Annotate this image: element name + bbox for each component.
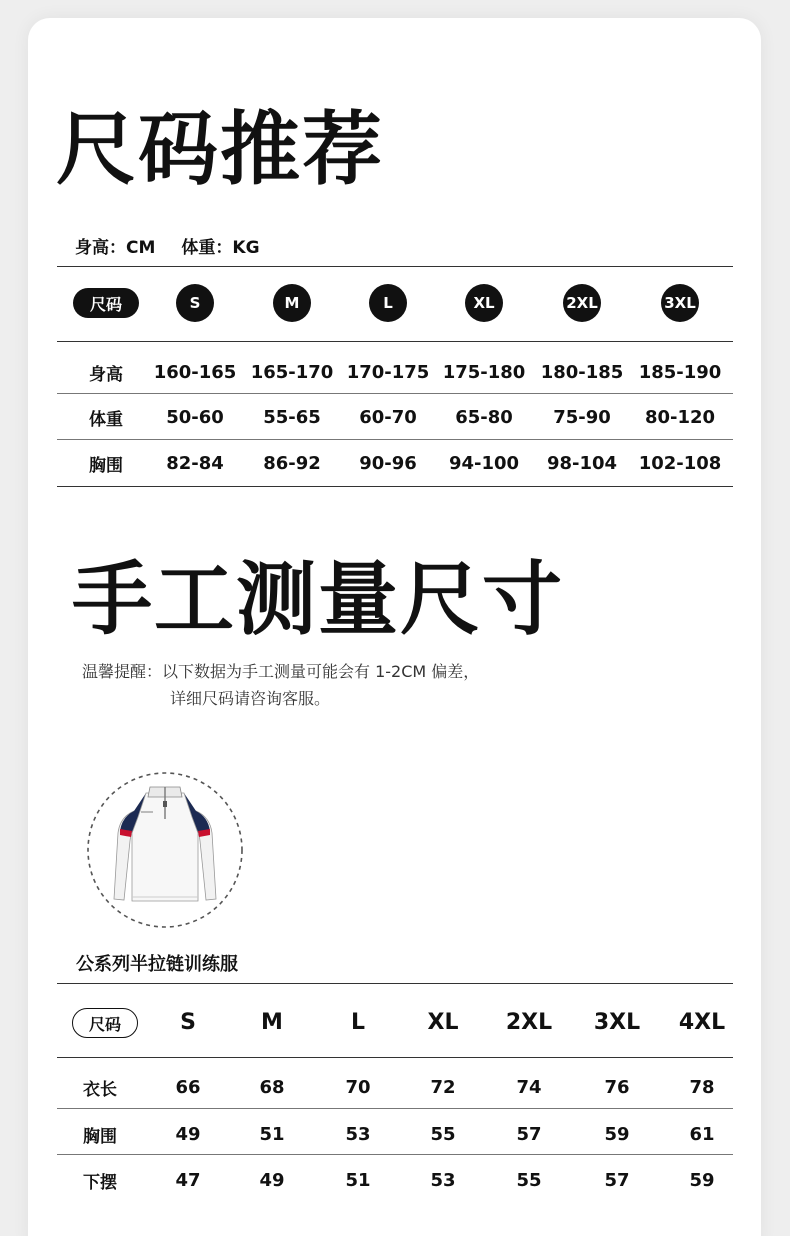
table-row [57,1122,733,1146]
table-cell: 49 [259,1169,285,1191]
table-cell: 51 [345,1169,371,1191]
size-dot: 2XL [563,284,601,322]
table-cell: 68 [259,1076,285,1098]
height-unit: 身高：CM [75,238,156,258]
table-cell: 74 [516,1076,542,1098]
divider [57,983,733,984]
table-cell: 94-100 [448,452,520,474]
table-cell: 160-165 [153,361,237,383]
size-col-3xl [631,284,729,322]
table-cell: 175-180 [442,361,526,383]
table-cell: 82-84 [166,452,224,474]
table-cell: 55 [430,1123,456,1145]
table-cell: 47 [175,1169,201,1191]
note-line-1: 温馨提醒：以下数据为手工测量可能会有 1-2CM 偏差， [82,662,480,681]
size-col-l [339,284,437,322]
row-label: 身高 [89,364,123,385]
units-line [75,233,260,258]
size-dot: XL [465,284,503,322]
row-label: 衣长 [83,1079,117,1100]
recommend-header-row [57,283,733,323]
table-cell: 66 [175,1076,201,1098]
row-label: 胸围 [89,455,123,476]
table-cell: 53 [345,1123,371,1145]
table-cell: 61 [689,1123,715,1145]
row-label: 体重 [89,409,123,430]
table-cell: 49 [175,1123,201,1145]
size-dot: L [369,284,407,322]
size-header: S [180,1010,196,1035]
table-cell: 102-108 [638,452,722,474]
row-label: 下摆 [83,1172,117,1193]
divider [57,393,733,394]
manual-title: 手工测量尺寸 [72,553,564,646]
size-header: L [350,1010,366,1035]
size-dot: M [273,284,311,322]
table-row [57,405,733,429]
divider [57,1057,733,1058]
size-header: XL [427,1010,459,1035]
table-row [57,451,733,475]
table-cell: 57 [604,1169,630,1191]
table-cell: 78 [689,1076,715,1098]
divider [57,1154,733,1155]
table-cell: 55-65 [263,406,321,428]
table-cell: 76 [604,1076,630,1098]
size-header-badge: 尺码 [73,288,139,318]
table-cell: 75-90 [553,406,611,428]
size-dot: 3XL [661,284,699,322]
divider [57,486,733,487]
table-cell: 50-60 [166,406,224,428]
table-cell: 70 [345,1076,371,1098]
size-header: 4XL [678,1010,726,1035]
divider [57,341,733,342]
table-cell: 170-175 [346,361,430,383]
manual-header-row [57,1006,733,1040]
size-col-2xl [533,284,631,322]
size-dot: S [176,284,214,322]
table-cell: 86-92 [263,452,321,474]
row-label: 胸围 [83,1126,117,1147]
measurement-note [82,658,479,712]
table-cell: 65-80 [455,406,513,428]
size-col-m [243,284,341,322]
divider [57,439,733,440]
size-col-s [146,284,244,322]
table-cell: 60-70 [359,406,417,428]
jacket-illustration [86,771,244,929]
divider [57,1108,733,1109]
table-row [57,360,733,384]
table-row [57,1168,733,1192]
table-cell: 53 [430,1169,456,1191]
size-header: M [261,1010,283,1035]
table-cell: 57 [516,1123,542,1145]
table-cell: 185-190 [638,361,722,383]
table-cell: 72 [430,1076,456,1098]
size-header: 2XL [505,1010,553,1035]
size-header-badge: 尺码 [72,1008,138,1038]
table-cell: 59 [689,1169,715,1191]
table-cell: 90-96 [359,452,417,474]
table-cell: 98-104 [546,452,618,474]
table-row [57,1075,733,1099]
table-cell: 59 [604,1123,630,1145]
weight-unit: 体重：KG [181,238,260,258]
table-cell: 165-170 [250,361,334,383]
note-line-2: 详细尺码请咨询客服。 [170,689,331,708]
product-name: 公系列半拉链训练服 [76,954,238,975]
recommend-title: 尺码推荐 [56,103,384,196]
size-header: 3XL [593,1010,641,1035]
divider [57,266,733,267]
size-col-xl [435,284,533,322]
table-cell: 180-185 [540,361,624,383]
table-cell: 55 [516,1169,542,1191]
table-cell: 80-120 [644,406,716,428]
table-cell: 51 [259,1123,285,1145]
